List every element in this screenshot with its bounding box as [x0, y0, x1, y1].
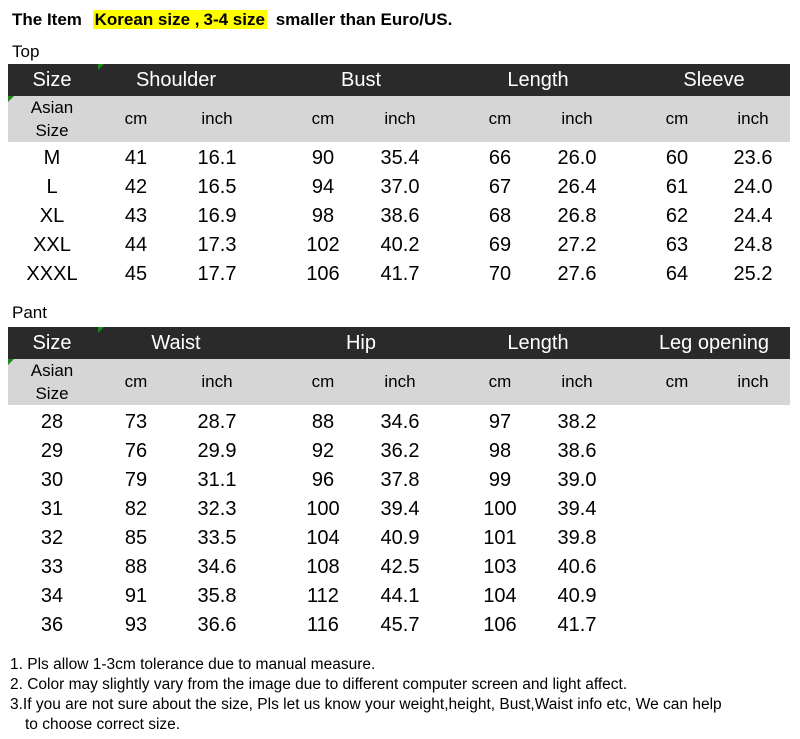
table-cell: 24.4 — [733, 205, 773, 227]
table-row — [0, 582, 800, 611]
table-cell: 100 — [483, 498, 517, 520]
table-cell: 106 — [306, 263, 340, 285]
table-cell: 28.7 — [197, 411, 237, 433]
pant-section-label: Pant — [12, 303, 47, 322]
table-cell: 35.4 — [380, 147, 420, 169]
table-cell: 43 — [124, 205, 148, 227]
table-row — [0, 611, 800, 640]
pant-unit-cm: cm — [311, 372, 335, 391]
table-row — [0, 466, 800, 495]
top-unit-cm: cm — [488, 109, 512, 128]
table-cell: 24.8 — [733, 234, 773, 256]
top-unit-inch: inch — [384, 109, 416, 128]
table-row — [0, 437, 800, 466]
pant-size-label: Size — [35, 384, 69, 403]
table-cell: 37.0 — [380, 176, 420, 198]
top-unit-cm: cm — [665, 109, 689, 128]
pant-unit-inch: inch — [384, 372, 416, 391]
table-row — [0, 408, 800, 437]
top-unit-row — [8, 96, 790, 142]
table-cell: 93 — [124, 614, 148, 636]
top-cell-marker — [8, 96, 14, 102]
table-cell: 26.0 — [557, 147, 597, 169]
table-cell: 99 — [488, 469, 512, 491]
notes — [10, 655, 795, 735]
table-cell: 42.5 — [380, 556, 420, 578]
table-cell: 68 — [488, 205, 512, 227]
table-cell: 90 — [311, 147, 335, 169]
table-cell — [639, 611, 715, 640]
table-cell: 35.8 — [197, 585, 237, 607]
top-header-2: Bust — [340, 69, 382, 91]
table-cell: 116 — [307, 614, 339, 636]
table-cell: 34 — [40, 585, 64, 607]
table-cell: 41 — [124, 147, 148, 169]
table-cell: 94 — [311, 176, 335, 198]
top-asian-size-label — [12, 96, 92, 142]
table-cell: 27.2 — [557, 234, 597, 256]
table-cell — [715, 582, 791, 611]
table-cell: 38.6 — [380, 205, 420, 227]
table-cell: 39.4 — [380, 498, 420, 520]
title-prefix: The Item — [12, 10, 82, 29]
pant-header-4: Leg opening — [658, 332, 770, 354]
table-cell: 38.2 — [557, 411, 597, 433]
table-cell: 88 — [311, 411, 335, 433]
pant-asian-size-label — [12, 359, 92, 405]
table-cell: 102 — [306, 234, 340, 256]
top-header-1: Shoulder — [135, 69, 217, 91]
table-cell: 60 — [665, 147, 689, 169]
table-cell: 40.9 — [380, 527, 420, 549]
table-row — [0, 524, 800, 553]
title-suffix: smaller than Euro/US. — [275, 10, 453, 29]
table-cell: 100 — [306, 498, 340, 520]
table-row — [0, 144, 800, 173]
table-cell: 28 — [40, 411, 64, 433]
table-cell: 76 — [124, 440, 148, 462]
table-cell: 73 — [124, 411, 148, 433]
table-cell: 96 — [311, 469, 335, 491]
table-cell: 17.7 — [197, 263, 237, 285]
pant-header-2: Hip — [345, 332, 376, 354]
table-row — [0, 202, 800, 231]
table-cell — [715, 611, 791, 640]
pant-unit-row — [8, 359, 790, 405]
table-cell: 85 — [124, 527, 148, 549]
table-cell: 79 — [124, 469, 148, 491]
table-cell: XL — [39, 205, 65, 227]
table-cell: 31.1 — [197, 469, 237, 491]
table-cell: 36.2 — [380, 440, 420, 462]
table-cell: 32.3 — [197, 498, 237, 520]
table-cell: 44.1 — [380, 585, 420, 607]
top-asian-label: Asian — [30, 98, 74, 117]
note-3: 3.If you are not sure about the size, Pls let us know your weight,height, Bust,Waist info etc, We can help — [10, 696, 722, 713]
table-cell: 64 — [665, 263, 689, 285]
pant-unit-cm: cm — [488, 372, 512, 391]
table-cell: 63 — [665, 234, 689, 256]
table-cell: 40.9 — [557, 585, 597, 607]
table-cell — [639, 437, 715, 466]
table-cell: 16.5 — [197, 176, 237, 198]
table-cell: 25.2 — [733, 263, 773, 285]
table-cell: 32 — [40, 527, 64, 549]
table-cell: 45 — [124, 263, 148, 285]
table-cell: 108 — [306, 556, 340, 578]
table-cell — [639, 408, 715, 437]
table-cell: XXL — [33, 234, 71, 256]
table-cell: 24.0 — [733, 176, 773, 198]
table-cell: 41.7 — [557, 614, 597, 636]
table-cell — [639, 466, 715, 495]
top-unit-cm: cm — [124, 109, 148, 128]
table-cell: 42 — [124, 176, 148, 198]
title-highlight-size: 3-4 size — [203, 10, 265, 29]
pant-unit-cm: cm — [665, 372, 689, 391]
table-cell: 26.8 — [557, 205, 597, 227]
table-cell: 70 — [488, 263, 512, 285]
table-cell: 29 — [40, 440, 64, 462]
top-header-4: Sleeve — [683, 69, 745, 91]
table-cell: 44 — [124, 234, 148, 256]
table-cell: 31 — [40, 498, 64, 520]
table-cell: L — [46, 176, 58, 198]
top-header-0: Size — [32, 69, 72, 91]
table-cell: 103 — [483, 556, 517, 578]
table-cell: 112 — [307, 585, 339, 607]
table-cell — [715, 495, 791, 524]
table-cell: 34.6 — [197, 556, 237, 578]
table-row — [0, 231, 800, 260]
top-section-label: Top — [12, 42, 40, 61]
table-row — [0, 553, 800, 582]
table-cell: 98 — [488, 440, 512, 462]
table-cell: 61 — [665, 176, 689, 198]
pant-unit-inch: inch — [737, 372, 769, 391]
table-cell: 40.6 — [557, 556, 597, 578]
table-cell: 98 — [311, 205, 335, 227]
table-cell: 40.2 — [380, 234, 420, 256]
table-cell: 36 — [40, 614, 64, 636]
table-cell — [639, 553, 715, 582]
top-unit-inch: inch — [561, 109, 593, 128]
table-cell: 16.9 — [197, 205, 237, 227]
table-cell: 82 — [124, 498, 148, 520]
table-cell: 66 — [488, 147, 512, 169]
table-cell: 29.9 — [197, 440, 237, 462]
table-cell: 62 — [665, 205, 689, 227]
table-cell: 33 — [40, 556, 64, 578]
pant-asian-label: Asian — [30, 361, 74, 380]
note-2: 2. Color may slightly vary from the image due to different computer screen and light affect. — [10, 676, 628, 693]
table-cell: 104 — [306, 527, 340, 549]
note-1: 1. Pls allow 1-3cm tolerance due to manual measure. — [10, 656, 376, 673]
note-3-continued: to choose correct size. — [25, 716, 181, 733]
pant-cell-marker — [98, 327, 104, 333]
table-cell — [715, 466, 791, 495]
table-cell: 17.3 — [197, 234, 237, 256]
table-row — [0, 260, 800, 289]
table-cell — [715, 408, 791, 437]
table-cell: 39.0 — [557, 469, 597, 491]
table-cell — [715, 437, 791, 466]
table-cell: 34.6 — [380, 411, 420, 433]
table-cell: 26.4 — [557, 176, 597, 198]
table-cell: 104 — [483, 585, 517, 607]
table-cell: 41.7 — [380, 263, 420, 285]
table-cell: 88 — [124, 556, 148, 578]
table-cell — [715, 524, 791, 553]
table-cell: 23.6 — [733, 147, 773, 169]
top-header-3: Length — [507, 69, 569, 91]
table-cell: 69 — [488, 234, 512, 256]
pant-header-3: Length — [507, 332, 569, 354]
table-cell: 91 — [124, 585, 148, 607]
table-cell: 37.8 — [380, 469, 420, 491]
table-cell: 101 — [483, 527, 517, 549]
table-cell: 33.5 — [197, 527, 237, 549]
table-cell: M — [43, 147, 61, 169]
top-header-row — [8, 64, 790, 96]
size-note-title — [12, 7, 452, 33]
title-highlight-korean: Korean size , — [94, 10, 200, 29]
table-row — [0, 495, 800, 524]
pant-unit-cm: cm — [124, 372, 148, 391]
table-cell: 30 — [40, 469, 64, 491]
table-cell: 45.7 — [380, 614, 420, 636]
table-cell: 97 — [488, 411, 512, 433]
table-cell — [715, 553, 791, 582]
pant-header-row — [8, 327, 790, 359]
table-cell — [639, 495, 715, 524]
top-size-label: Size — [35, 121, 69, 140]
table-cell: 106 — [483, 614, 517, 636]
top-unit-inch: inch — [737, 109, 769, 128]
pant-unit-inch: inch — [561, 372, 593, 391]
table-cell: 92 — [311, 440, 335, 462]
table-row — [0, 173, 800, 202]
table-cell — [639, 524, 715, 553]
pant-header-1: Waist — [151, 332, 201, 354]
pant-unit-inch: inch — [201, 372, 233, 391]
top-unit-cm: cm — [311, 109, 335, 128]
table-cell: 38.6 — [557, 440, 597, 462]
top-unit-inch: inch — [201, 109, 233, 128]
top-cell-marker — [98, 64, 104, 70]
table-cell: 67 — [488, 176, 512, 198]
pant-header-0: Size — [32, 332, 72, 354]
table-cell: 39.8 — [557, 527, 597, 549]
table-cell: 36.6 — [197, 614, 237, 636]
table-cell: 27.6 — [557, 263, 597, 285]
table-cell: XXXL — [26, 263, 78, 285]
table-cell: 16.1 — [197, 147, 237, 169]
pant-cell-marker — [8, 359, 14, 365]
table-cell: 39.4 — [557, 498, 597, 520]
table-cell — [639, 582, 715, 611]
